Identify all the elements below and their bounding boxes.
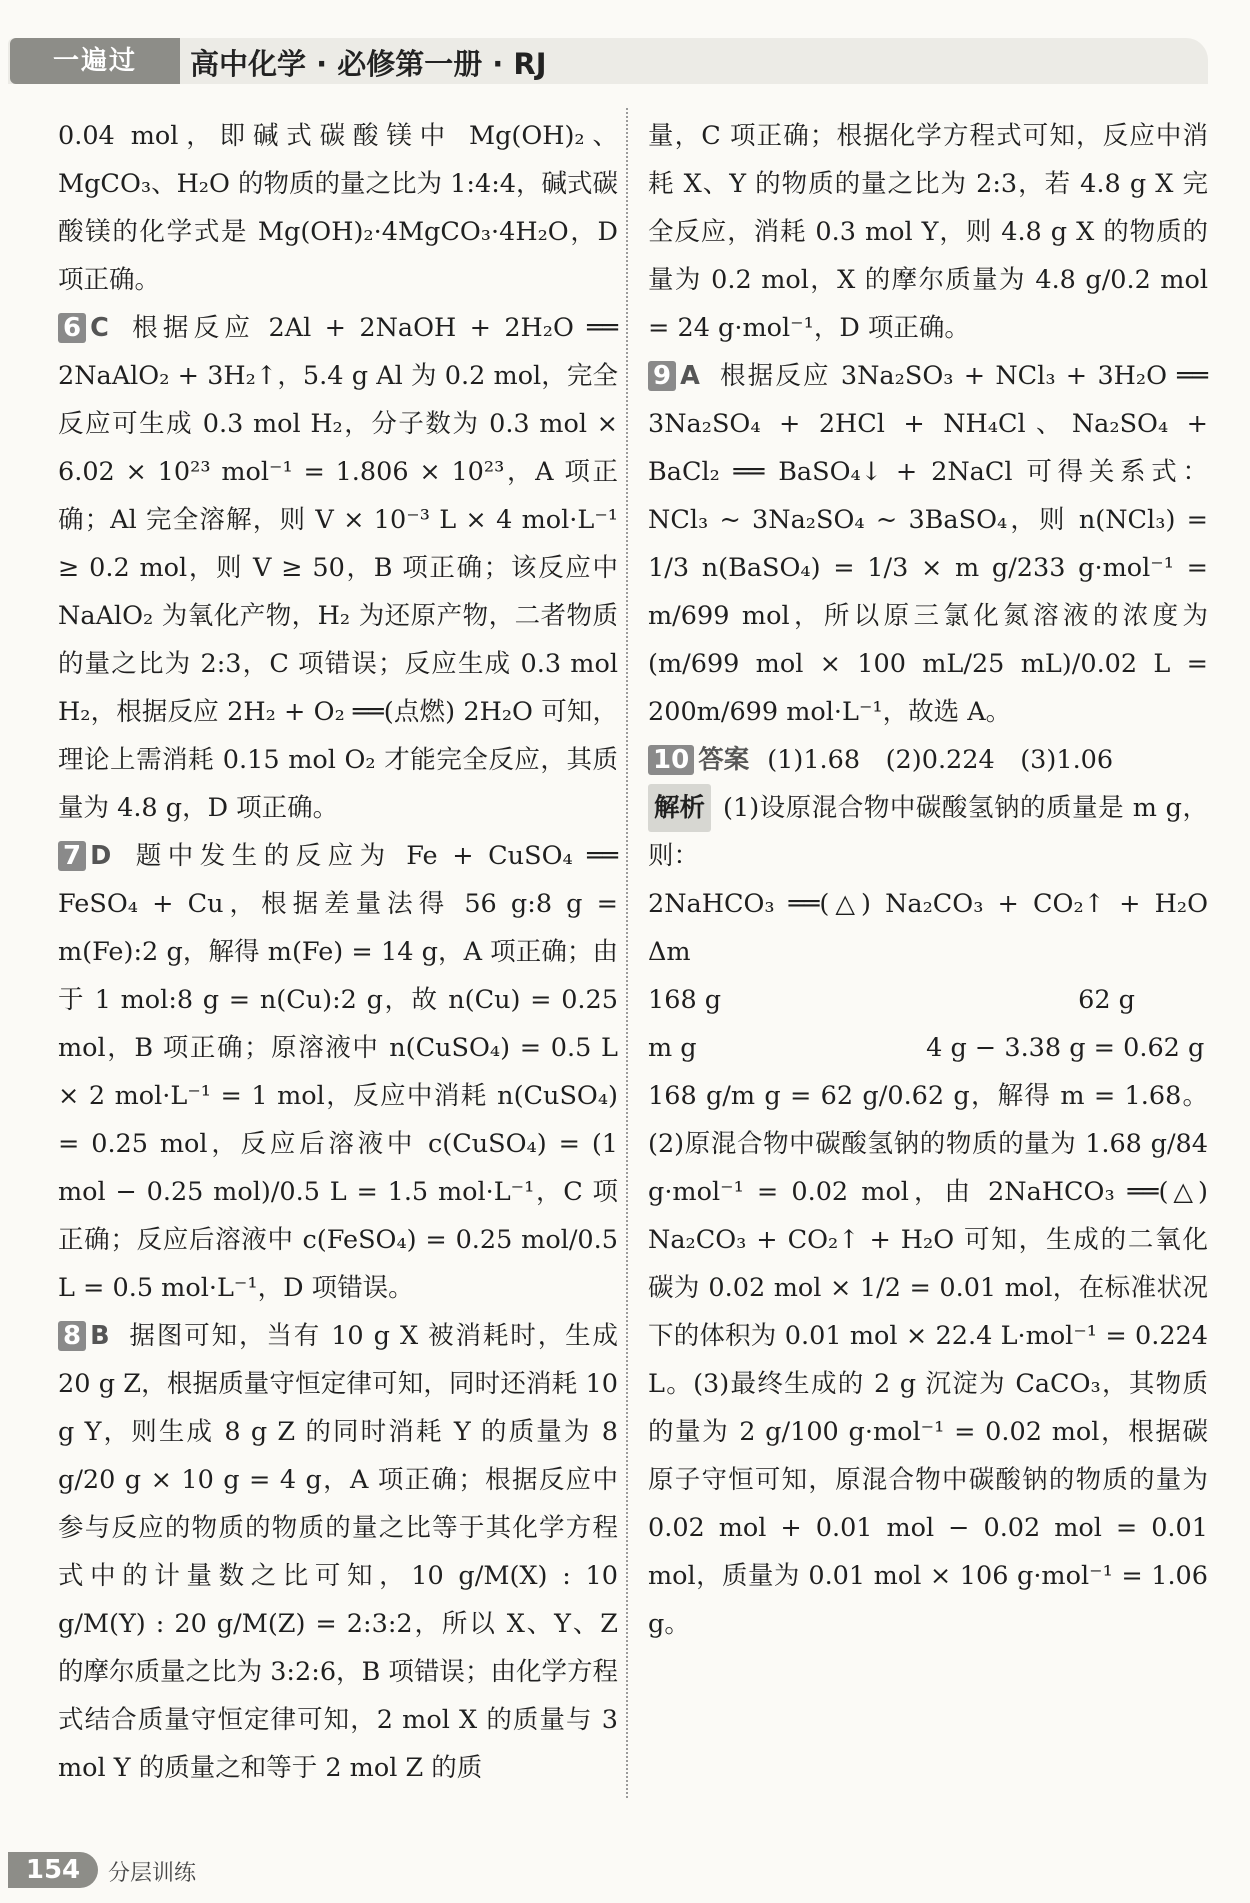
analysis-label: 解析 [648,784,711,832]
left-column [58,112,618,1792]
question-number: 6 [58,313,86,343]
section-name: 分层训练 [108,1861,197,1886]
answer-letter: C [90,313,109,343]
paragraph-continued: 0.04 mol，即碱式碳酸镁中 Mg(OH)₂、MgCO₃、H₂O 的物质的量之比为 1:4:4，碱式碳酸镁的化学式是 Mg(OH)₂·4MgCO₃·4H₂O，D 项正确。 [58,121,619,295]
answer-label: 答案 [698,745,750,775]
analysis-continued: 168 g/m g = 62 g/0.62 g，解得 m = 1.68。(2)原混合物中碳酸氢钠的物质的量为 1.68 g/84 g·mol⁻¹ = 0.02 mol，由 2NaHCO₃ ══(△) Na₂CO₃ + CO₂↑ + H₂O 可知，生成的二氧化碳为 0.02 mol × 1/2 = 0.01 mol，在标准状况下的体积为 0.01 mol × 22.4 L·mol⁻¹ = 0.224 L。(3)最终生成的 2 g 沉淀为 CaCO₃，其物质的量为 2 g/100 g·mol⁻¹ = 0.02 mol，根据碳原子守恒可知，原混合物中碳酸钠的物质的量为 0.02 mol + 0.01 mol − 0.02 mol = 0.01 mol，质量为 0.01 mol × 106 g·mol⁻¹ = 1.06 g。 [648,1081,1208,1639]
explanation-text: 根据反应 3Na₂SO₃ + NCl₃ + 3H₂O ══ 3Na₂SO₄ + 2HCl + NH₄Cl、Na₂SO₄ + BaCl₂ ══ BaSO₄↓ + 2NaCl 可得关系式：NCl₃ ~ 3Na₂SO₄ ~ 3BaSO₄，则 n(NCl₃) = 1/3 n(BaSO₄) = 1/3 × m g/233 g·mol⁻¹ = m/699 mol，所以原三氯化氮溶液的浓度为 (m/699 mol × 100 mL/25 mL)/0.02 L = 200m/699 mol·L⁻¹，故选 A。 [648,361,1208,727]
question-10-answer [648,736,1208,784]
question-10-analysis [648,784,1208,880]
question-8-continued: 量，C 项正确；根据化学方程式可知，反应中消耗 X、Y 的物质的量之比为 2:3，若 4.8 g X 完全反应，消耗 0.3 mol Y，则 4.8 g X 的物质的量为 0.2 mol，X 的摩尔质量为 4.8 g/0.2 mol = 24 g·mol⁻¹，D 项正确。 [648,121,1208,343]
equation-row-1: 168 g 62 g [648,985,1135,1015]
page-number: 154 [8,1852,98,1888]
question-number: 7 [58,841,86,871]
page-header [0,0,1250,95]
analysis-text: (1)设原混合物中碳酸氢钠的质量是 m g，则： [648,793,1208,871]
question-9 [648,352,1208,736]
header-bar [8,38,1208,84]
question-8 [58,1312,618,1792]
question-7 [58,832,618,1312]
answer-letter: A [680,361,700,391]
right-column [648,112,1234,1648]
question-number: 9 [648,361,676,391]
answer-letter: B [90,1321,110,1351]
answer-text: (1)1.68 (2)0.224 (3)1.06 [767,745,1114,775]
explanation-text: 题中发生的反应为 Fe + CuSO₄ ══ FeSO₄ + Cu，根据差量法得 56 g:8 g = m(Fe):2 g，解得 m(Fe) = 14 g，A 项正确；由于 1 mol:8 g = n(Cu):2 g，故 n(Cu) = 0.25 mol，B 项正确；原溶液中 n(CuSO₄) = 0.5 L × 2 mol·L⁻¹ = 1 mol，反应中消耗 n(CuSO₄) = 0.25 mol，反应后溶液中 c(CuSO₄) = (1 mol − 0.25 mol)/0.5 L = 1.5 mol·L⁻¹，C 项正确；反应后溶液中 c(FeSO₄) = 0.25 mol/0.5 L = 0.5 mol·L⁻¹，D 项错误。 [58,841,618,1303]
book-title: 高中化学 · 必修第一册 · RJ [190,47,547,81]
brand-logo: 一遍过 [10,38,180,84]
equation-row-2: m g 4 g − 3.38 g = 0.62 g [648,1033,1205,1063]
explanation-text: 根据反应 2Al + 2NaOH + 2H₂O ══ 2NaAlO₂ + 3H₂↑，5.4 g Al 为 0.2 mol，完全反应可生成 0.3 mol H₂，分子数为 0.3 mol × 6.02 × 10²³ mol⁻¹ = 1.806 × 10²³，A 项正确；Al 完全溶解，则 V × 10⁻³ L × 4 mol·L⁻¹ ≥ 0.2 mol，则 V ≥ 50，B 项正确；该反应中 NaAlO₂ 为氧化产物，H₂ 为还原产物，二者物质的量之比为 2:3，C 项错误；反应生成 0.3 mol H₂，根据反应 2H₂ + O₂ ══(点燃) 2H₂O 可知，理论上需消耗 0.15 mol O₂ 才能完全反应，其质量为 4.8 g，D 项正确。 [58,313,618,823]
explanation-text: 据图可知，当有 10 g X 被消耗时，生成 20 g Z，根据质量守恒定律可知，同时还消耗 10 g Y，则生成 8 g Z 的同时消耗 Y 的质量为 8 g/20 g × 10 g = 4 g，A 项正确；根据反应中参与反应的物质的物质的量之比等于其化学方程式中的计量数之比可知，10 g/M(X) : 10 g/M(Y) : 20 g/M(Z) = 2:3:2，所以 X、Y、Z 的摩尔质量之比为 3:2:6，B 项错误；由化学方程式结合质量守恒定律可知，2 mol X 的质量与 3 mol Y 的质量之和等于 2 mol Z 的质 [58,1321,618,1783]
question-number: 8 [58,1321,86,1351]
reaction-equation: 2NaHCO₃ ══(△) Na₂CO₃ + CO₂↑ + H₂O Δm [648,889,1234,967]
question-number: 10 [648,745,694,775]
column-divider [626,108,628,1798]
answer-letter: D [90,841,112,871]
question-6 [58,304,618,832]
